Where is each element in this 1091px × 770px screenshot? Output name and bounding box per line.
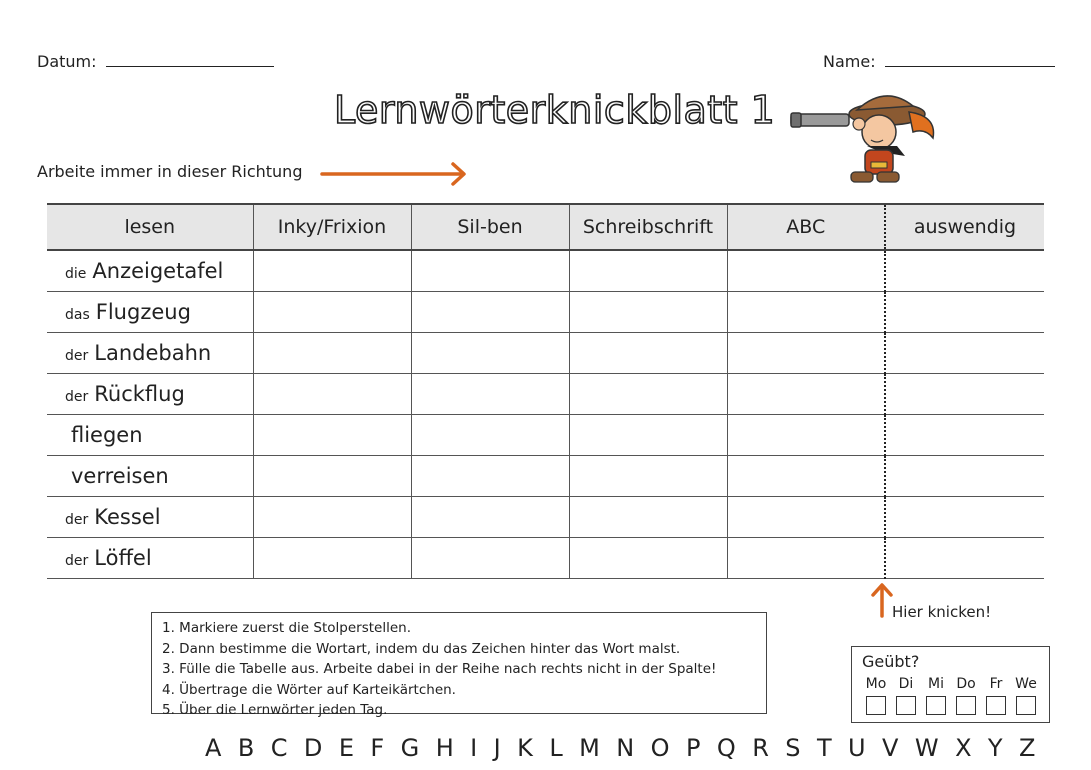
- word-text: Anzeigetafel: [92, 259, 224, 283]
- column-header: Sil-ben: [411, 204, 569, 250]
- word-cell: [47, 374, 253, 415]
- day-label: Di: [898, 676, 914, 692]
- word-article: der: [65, 389, 89, 405]
- page-title: Lernwörterknickblatt 1: [334, 88, 776, 132]
- name-blank[interactable]: [885, 52, 1055, 67]
- write-cell[interactable]: [885, 497, 1044, 538]
- word-cell: [47, 333, 253, 374]
- word-cell: [47, 415, 253, 456]
- write-cell[interactable]: [569, 292, 727, 333]
- write-cell[interactable]: [727, 456, 885, 497]
- right-arrow-icon: [320, 161, 470, 187]
- column-header: Schreibschrift: [569, 204, 727, 250]
- day-we: [1011, 676, 1041, 715]
- day-checkbox[interactable]: [926, 696, 946, 715]
- write-cell[interactable]: [885, 538, 1044, 579]
- write-cell[interactable]: [411, 538, 569, 579]
- write-cell[interactable]: [253, 292, 411, 333]
- word-article: der: [65, 348, 89, 364]
- instruction-item: 3. Fülle die Tabelle aus. Arbeite dabei in der Reihe nach rechts nicht in der Spalte!: [162, 661, 717, 677]
- word-table: [47, 203, 1044, 579]
- write-cell[interactable]: [727, 538, 885, 579]
- day-checkbox[interactable]: [896, 696, 916, 715]
- date-label: Datum:: [37, 52, 97, 71]
- practice-days: [861, 676, 1041, 715]
- table-row: [47, 456, 1044, 497]
- word-text: verreisen: [71, 464, 169, 488]
- word-text: Flugzeug: [95, 300, 191, 324]
- day-mi: [921, 676, 951, 715]
- write-cell[interactable]: [885, 456, 1044, 497]
- write-cell[interactable]: [569, 333, 727, 374]
- table-row: [47, 497, 1044, 538]
- cowboy-telescope-icon: [787, 88, 947, 192]
- table-header-row: [47, 204, 1044, 250]
- write-cell[interactable]: [727, 250, 885, 292]
- column-header: lesen: [47, 204, 253, 250]
- write-cell[interactable]: [569, 497, 727, 538]
- fold-label: Hier knicken!: [892, 603, 992, 621]
- table-row: [47, 333, 1044, 374]
- table-row: [47, 538, 1044, 579]
- table-row: [47, 415, 1044, 456]
- write-cell[interactable]: [569, 538, 727, 579]
- day-checkbox[interactable]: [1016, 696, 1036, 715]
- word-article: der: [65, 512, 89, 528]
- table-row: [47, 250, 1044, 292]
- write-cell[interactable]: [885, 250, 1044, 292]
- word-article: die: [65, 266, 87, 282]
- up-arrow-icon: [871, 582, 893, 618]
- alphabet-line: A B C D E F G H I J K L M N O P Q R S T U V W X Y Z: [205, 734, 1040, 762]
- table-row: [47, 292, 1044, 333]
- write-cell[interactable]: [253, 333, 411, 374]
- day-mo: [861, 676, 891, 715]
- day-checkbox[interactable]: [866, 696, 886, 715]
- write-cell[interactable]: [411, 456, 569, 497]
- write-cell[interactable]: [885, 292, 1044, 333]
- instruction-item: 5. Über die Lernwörter jeden Tag.: [162, 702, 388, 718]
- day-label: We: [1015, 676, 1037, 692]
- write-cell[interactable]: [411, 374, 569, 415]
- write-cell[interactable]: [411, 497, 569, 538]
- write-cell[interactable]: [569, 250, 727, 292]
- word-article: das: [65, 307, 90, 323]
- date-field[interactable]: [37, 52, 274, 71]
- day-label: Do: [956, 676, 976, 692]
- date-blank[interactable]: [106, 52, 274, 67]
- write-cell[interactable]: [727, 374, 885, 415]
- word-text: Landebahn: [94, 341, 212, 365]
- day-do: [951, 676, 981, 715]
- word-cell: [47, 538, 253, 579]
- name-field[interactable]: [823, 52, 1055, 71]
- day-fr: [981, 676, 1011, 715]
- column-header: Inky/Frixion: [253, 204, 411, 250]
- write-cell[interactable]: [885, 333, 1044, 374]
- write-cell[interactable]: [253, 538, 411, 579]
- write-cell[interactable]: [253, 497, 411, 538]
- write-cell[interactable]: [253, 456, 411, 497]
- day-label: Mo: [865, 676, 887, 692]
- write-cell[interactable]: [411, 333, 569, 374]
- write-cell[interactable]: [727, 292, 885, 333]
- write-cell[interactable]: [727, 333, 885, 374]
- instructions-box: [151, 612, 767, 718]
- instruction-item: 4. Übertrage die Wörter auf Karteikärtchen.: [162, 681, 456, 698]
- write-cell[interactable]: [411, 292, 569, 333]
- write-cell[interactable]: [569, 456, 727, 497]
- instruction-item: 2. Dann bestimme die Wortart, indem du das Zeichen hinter das Wort malst.: [162, 640, 681, 657]
- practice-tracker: [851, 646, 1050, 723]
- column-header: ABC: [727, 204, 885, 250]
- day-label: Mi: [928, 676, 944, 692]
- word-text: Rückflug: [94, 382, 185, 406]
- write-cell[interactable]: [253, 250, 411, 292]
- write-cell[interactable]: [727, 497, 885, 538]
- word-article: der: [65, 553, 89, 569]
- write-cell[interactable]: [727, 415, 885, 456]
- day-checkbox[interactable]: [986, 696, 1006, 715]
- day-label: Fr: [989, 676, 1003, 692]
- write-cell[interactable]: [885, 374, 1044, 415]
- day-checkbox[interactable]: [956, 696, 976, 715]
- word-cell: [47, 292, 253, 333]
- word-text: Löffel: [94, 546, 152, 570]
- table-row: [47, 374, 1044, 415]
- instruction-item: 1. Markiere zuerst die Stolperstellen.: [162, 620, 411, 636]
- word-text: Kessel: [94, 505, 161, 529]
- write-cell[interactable]: [411, 250, 569, 292]
- day-di: [891, 676, 921, 715]
- word-text: fliegen: [71, 423, 143, 447]
- practice-label: Geübt?: [862, 652, 920, 671]
- column-header: auswendig: [885, 204, 1044, 250]
- write-cell[interactable]: [411, 415, 569, 456]
- direction-hint: [37, 162, 302, 181]
- direction-text: Arbeite immer in dieser Richtung: [37, 162, 303, 181]
- write-cell[interactable]: [569, 415, 727, 456]
- write-cell[interactable]: [885, 415, 1044, 456]
- word-cell: [47, 250, 253, 292]
- word-cell: [47, 456, 253, 497]
- write-cell[interactable]: [253, 415, 411, 456]
- name-label: Name:: [823, 52, 876, 71]
- word-cell: [47, 497, 253, 538]
- write-cell[interactable]: [253, 374, 411, 415]
- write-cell[interactable]: [569, 374, 727, 415]
